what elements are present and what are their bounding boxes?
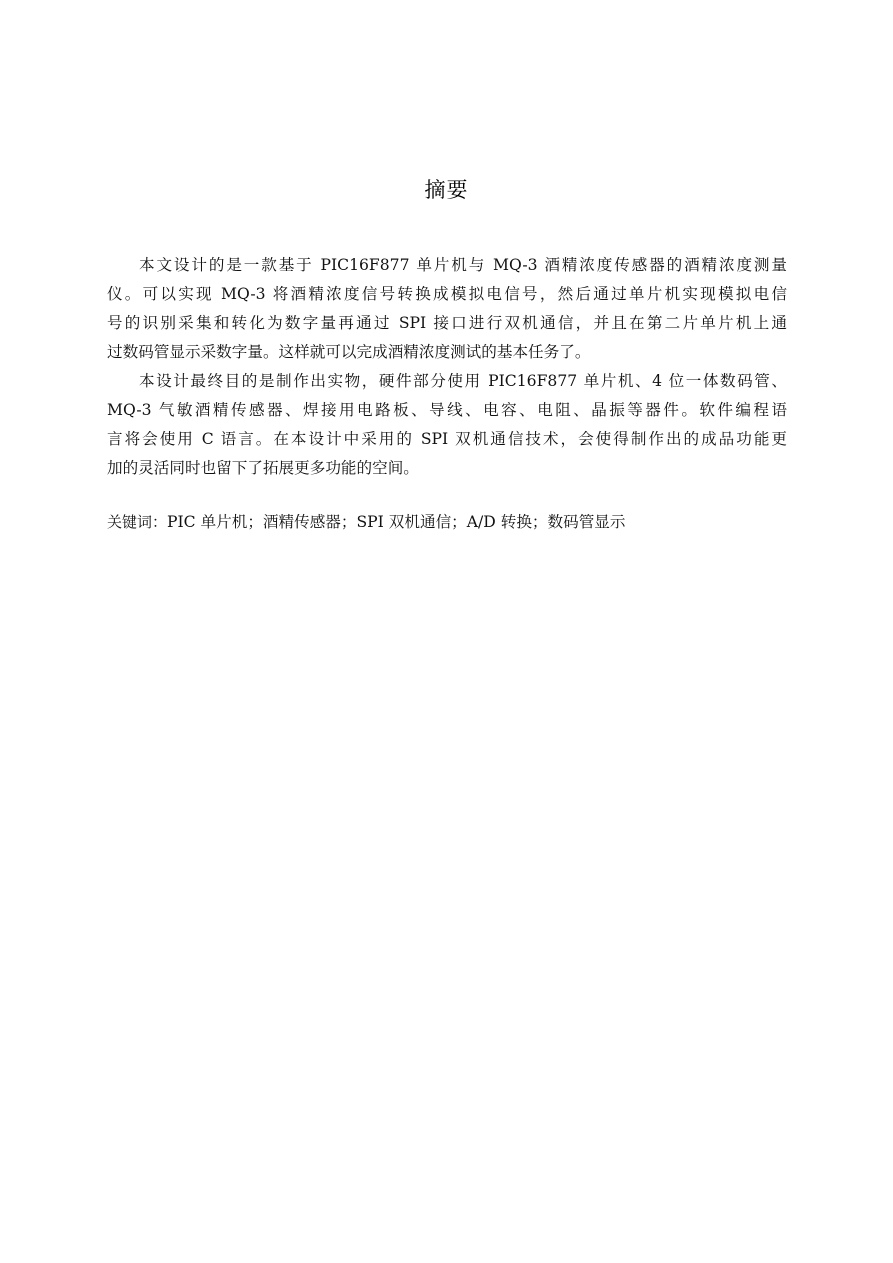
- keywords-text: PIC 单片机；酒精传感器；SPI 双机通信；A/D 转换；数码管显示: [167, 513, 626, 531]
- paragraph-line: 加的灵活同时也留下了拓展更多功能的空间。: [107, 459, 419, 477]
- paragraph-line: MQ-3 气敏酒精传感器、焊接用电路板、导线、电容、电阻、晶振等器件。软件编程语: [107, 401, 787, 419]
- paragraph-line: 号的识别采集和转化为数字量再通过 SPI 接口进行双机通信，并且在第二片单片机上通: [107, 314, 787, 332]
- paragraph-line: 过数码管显示采数字量。这样就可以完成酒精浓度测试的基本任务了。: [107, 343, 591, 361]
- paragraph-line: 本设计最终目的是制作出实物，硬件部分使用 PIC16F877 单片机、4 位一体数码管、: [139, 372, 787, 390]
- keywords-line: [107, 508, 625, 537]
- paragraph-line: 言将会使用 C 语言。在本设计中采用的 SPI 双机通信技术，会使得制作出的成品功能更: [107, 430, 787, 448]
- abstract-paragraph-1: [107, 251, 787, 367]
- keywords-label: 关键词：: [107, 513, 168, 531]
- abstract-title: 摘要: [424, 178, 469, 202]
- abstract-paragraph-2: [107, 367, 787, 483]
- paragraph-line: 仪。可以实现 MQ-3 将酒精浓度信号转换成模拟电信号，然后通过单片机实现模拟电信: [107, 285, 787, 303]
- paragraph-line: 本文设计的是一款基于 PIC16F877 单片机与 MQ-3 酒精浓度传感器的酒精浓度测量: [139, 256, 787, 274]
